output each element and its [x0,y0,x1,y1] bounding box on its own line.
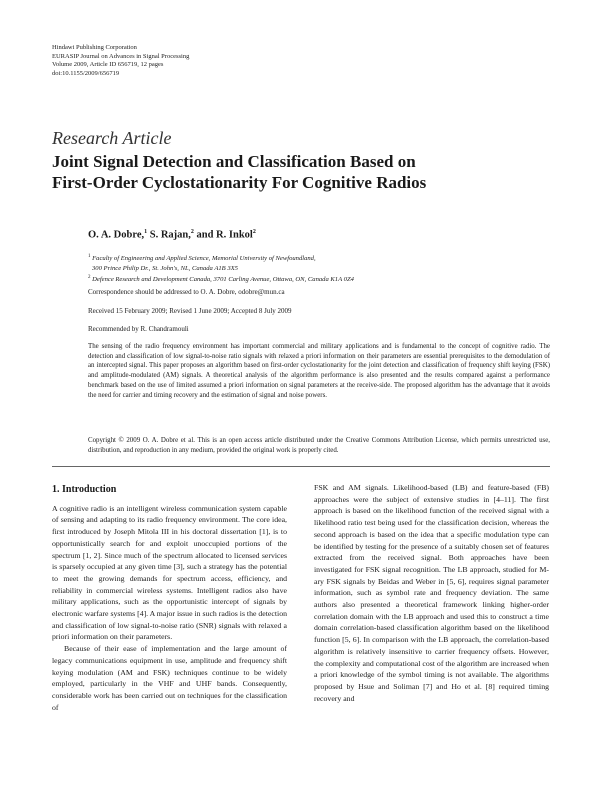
affiliation-1-number: 1 [88,254,91,259]
affiliation-1 [88,252,354,264]
section-divider [52,466,550,467]
journal-name: EURASIP Journal on Advances in Signal Processing [52,52,190,60]
author-1-affil: 1 [144,229,148,235]
recommended-by: Recommended by R. Chandramouli [88,325,189,333]
title-line-1: Joint Signal Detection and Classification Based on [52,152,416,171]
right-column [314,482,549,704]
affiliations [88,252,354,285]
author-3: and R. Inkol [193,229,253,241]
author-list [88,229,256,241]
intro-paragraph-3: FSK and AM signals. Likelihood-based (LB) and feature-based (FB) approaches were the subject of extensive studies in [4–11]. The first approach is based on the likelihood function of the received signal with a likelihood ratio test being used for the classification decision, whereas the second approach is based on the idea that a specific modulation type can be identified by testing for the presence of a suitably chosen set of features extracted from the received signal. Both approaches have been investigated for FSK signal recognition. The LB approach, studied for M-ary FSK signals by Beidas and Weber in [5, 6], requires signal parameter information, such as symbol rate and frequency deviation. The same authors also presented a theoretical framework linking higher-order correlation domain with the LB approach and used this to construct a time domain correlation-based classification algorithm based on the likelihood function [5, 6]. In comparison with the LB approach, the correlation-based algorithm is relatively insensitive to carrier frequency offsets. However, the complexity and computational cost of the algorithm are increased when a priori knowledge of the symbol timing is not available. The algorithms proposed by Hsue and Soliman [7] and Ho et al. [8] required timing recovery and [314,483,549,703]
title-line-2: First-Order Cyclostationarity For Cognitive Radios [52,173,427,192]
intro-paragraph-1: A cognitive radio is an intelligent wireless communication system capable of sensing and adapting to its radio frequency environment. The core idea, first introduced by Joseph Mitola III in his doctoral dissertation [1], is to opportunistically search for and exploit unoccupied portions of the spectrum [1, 2]. Since much of the spectrum allocated to licensed services is sparsely occupied at any given time [3], such a strategy has the potential to meet the growing demands for spectrum access, efficiency, and reliability in commercial wireless systems. Intelligent radios also have military applications, such as the opportunistic intercept of signals by electronic warfare systems [4]. A major issue in such radios is the detection and classification of low signal-to-noise ratio (SNR) signals with relaxed a priori information on their parameters. [52,503,287,642]
doi: doi:10.1155/2009/656719 [52,69,120,77]
received-dates: Received 15 February 2009; Revised 1 June 2009; Accepted 8 July 2009 [88,307,292,315]
author-2-affil: 2 [190,229,194,235]
copyright-notice: Copyright © 2009 O. A. Dobre et al. This is an open access article distributed under the Creative Commons Attribution License, which permits unrestricted use, distribution, and reproduction in any medium, provided the original work is properly cited. [88,437,550,454]
publisher-line: Hindawi Publishing Corporation [52,44,137,51]
author-3-affil: 2 [252,229,256,235]
left-column [52,484,287,713]
affiliation-1-line-1: Faculty of Engineering and Applied Science, Memorial University of Newfoundland, [90,255,316,263]
paper-title [52,151,552,193]
author-1: O. A. Dobre, [88,229,145,241]
abstract: The sensing of the radio frequency environment has important commercial and military applications and is fundamental to the concept of cognitive radio. The detection and classification of low signal-to-noise ratio signals with relaxed a priori information on their parameters are essential prerequisites to the demodulation of an intercepted signal. This paper proposes an algorithm based on first-order cyclostationarity for the joint detection and classification of frequency shift keying (FSK) and amplitude-modulated (AM) signals. A theoretical analysis of the algorithm performance is also presented and the results compared against a performance benchmark based on the use of limited assumed a priori information on signal parameters at the receive-side. The proposed algorithm has the advantage that it avoids the need for carrier and timing recovery and the estimation of signal and noise powers. [88,343,550,399]
affiliation-1-address: 300 Prince Philip Dr., St. John's, NL, Canada A1B 3X5 [92,264,238,272]
affiliation-2 [88,273,354,285]
author-2: S. Rajan, [147,229,191,241]
correspondence: Correspondence should be addressed to O. A. Dobre, odobre@mun.ca [88,288,285,296]
volume-info: Volume 2009, Article ID 656719, 12 pages [52,61,164,69]
affiliation-2-line-1: Defence Research and Development Canada, 3701 Carling Avenue, Ottawa, ON, Canada K1A 0Z4 [90,276,354,284]
article-type: Research Article [52,128,172,148]
section-heading: 1. Introduction [52,484,117,495]
journal-header [52,44,189,78]
intro-paragraph-2: Because of their ease of implementation and the large amount of legacy communications equipment in use, amplitude and frequency shift keying modulation (AM and FSK) techniques continue to be widely employed, particularly in the VHF and UHF bands. Consequently, considerable work has been carried out on techniques for the classification of [52,644,287,712]
affiliation-2-number: 2 [88,275,91,280]
